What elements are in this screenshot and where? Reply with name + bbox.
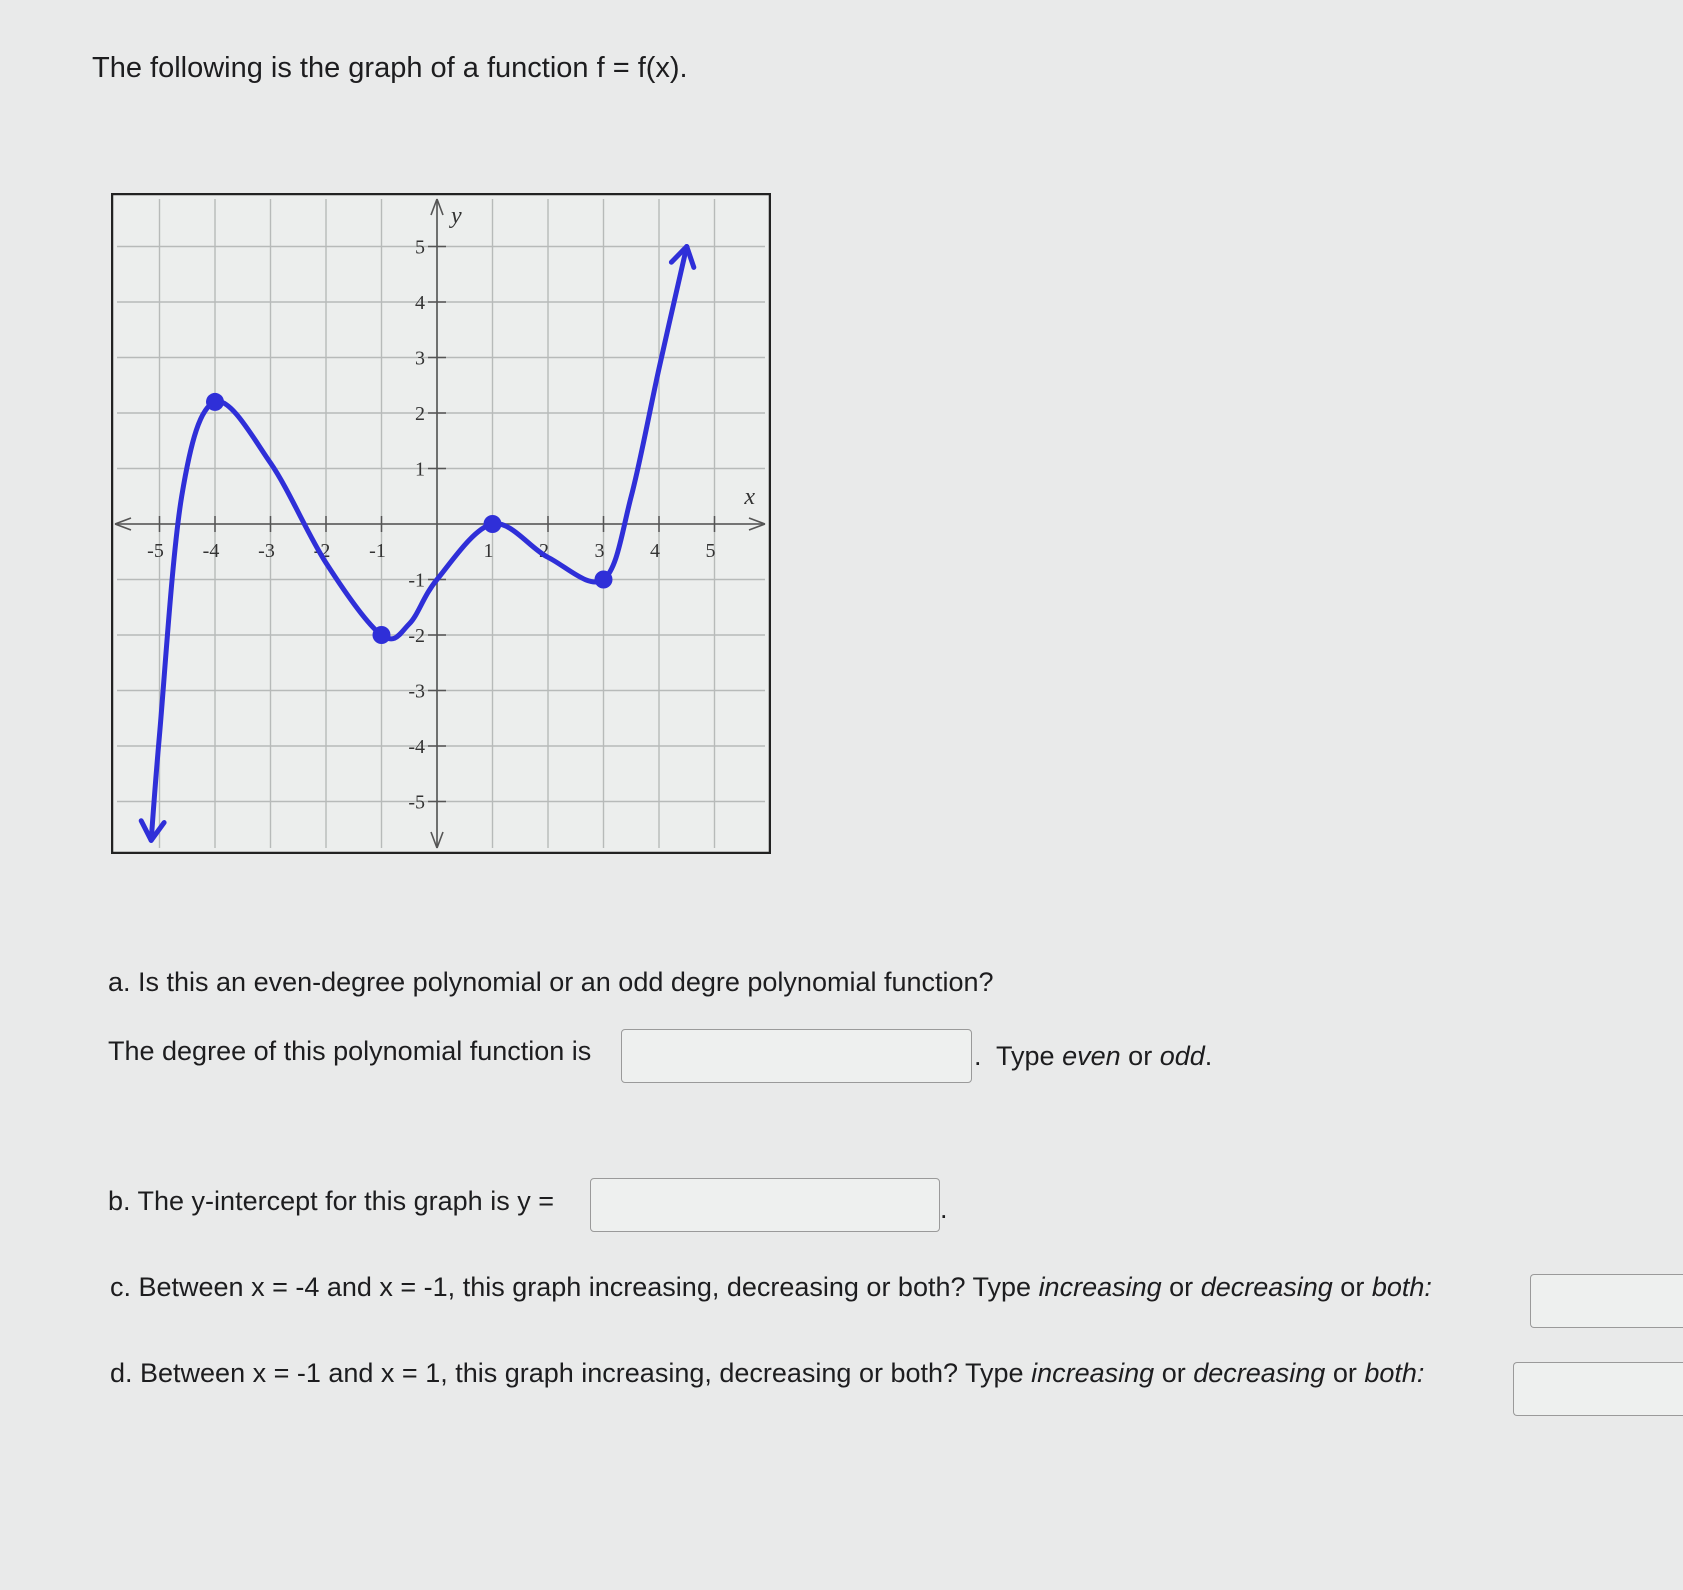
question-b-label: b. The y-intercept for this graph is y = — [108, 1186, 554, 1216]
marked-point — [595, 571, 613, 589]
x-tick-label: 4 — [650, 540, 660, 562]
marked-point — [206, 393, 224, 411]
y-tick-label: -2 — [408, 625, 425, 647]
y-axis-label: y — [451, 203, 462, 229]
function-graph — [111, 193, 771, 854]
x-tick-label: 2 — [539, 540, 549, 562]
question-a-prompt: a. Is this an even-degree polynomial or an odd degre polynomial function? — [108, 967, 994, 997]
x-tick-label: 5 — [705, 540, 716, 562]
marked-point — [373, 626, 391, 644]
question-b-end: . — [940, 1194, 948, 1224]
graph-svg — [111, 193, 771, 854]
y-tick-label: -1 — [408, 569, 425, 592]
x-tick-label: -1 — [369, 540, 386, 562]
x-tick-label: 3 — [594, 540, 605, 562]
interval-d-answer-input[interactable] — [1513, 1362, 1683, 1416]
y-tick-label: 3 — [415, 347, 425, 370]
x-tick-label: -4 — [202, 540, 220, 562]
problem-title: The following is the graph of a function f = f(x). — [92, 52, 688, 84]
question-a-hint: . Type even or odd. — [974, 1041, 1213, 1071]
degree-answer-input[interactable] — [621, 1029, 972, 1083]
y-tick-label: 5 — [415, 236, 425, 259]
y-tick-label: 4 — [415, 292, 425, 314]
marked-point — [484, 515, 502, 533]
x-tick-label: -3 — [258, 540, 275, 562]
x-tick-label: 1 — [483, 540, 494, 562]
y-tick-label: 2 — [415, 403, 425, 425]
y-tick-label: -3 — [408, 680, 425, 703]
y-tick-label: 1 — [415, 458, 425, 481]
x-tick-label: -2 — [313, 540, 331, 562]
question-c-label: c. Between x = -4 and x = -1, this graph increasing, decreasing or both? Type increasing or decreasing or both: — [110, 1272, 1432, 1302]
interval-c-answer-input[interactable] — [1530, 1274, 1683, 1328]
question-a-label: The degree of this polynomial function is — [108, 1036, 592, 1066]
y-intercept-answer-input[interactable] — [590, 1178, 940, 1232]
y-tick-label: -5 — [408, 791, 425, 814]
question-d-label: d. Between x = -1 and x = 1, this graph increasing, decreasing or both? Type increasing or decreasing or both: — [110, 1358, 1425, 1388]
y-tick-label: -4 — [408, 736, 425, 758]
x-axis-label: x — [744, 484, 755, 510]
x-tick-label: -5 — [147, 540, 164, 562]
